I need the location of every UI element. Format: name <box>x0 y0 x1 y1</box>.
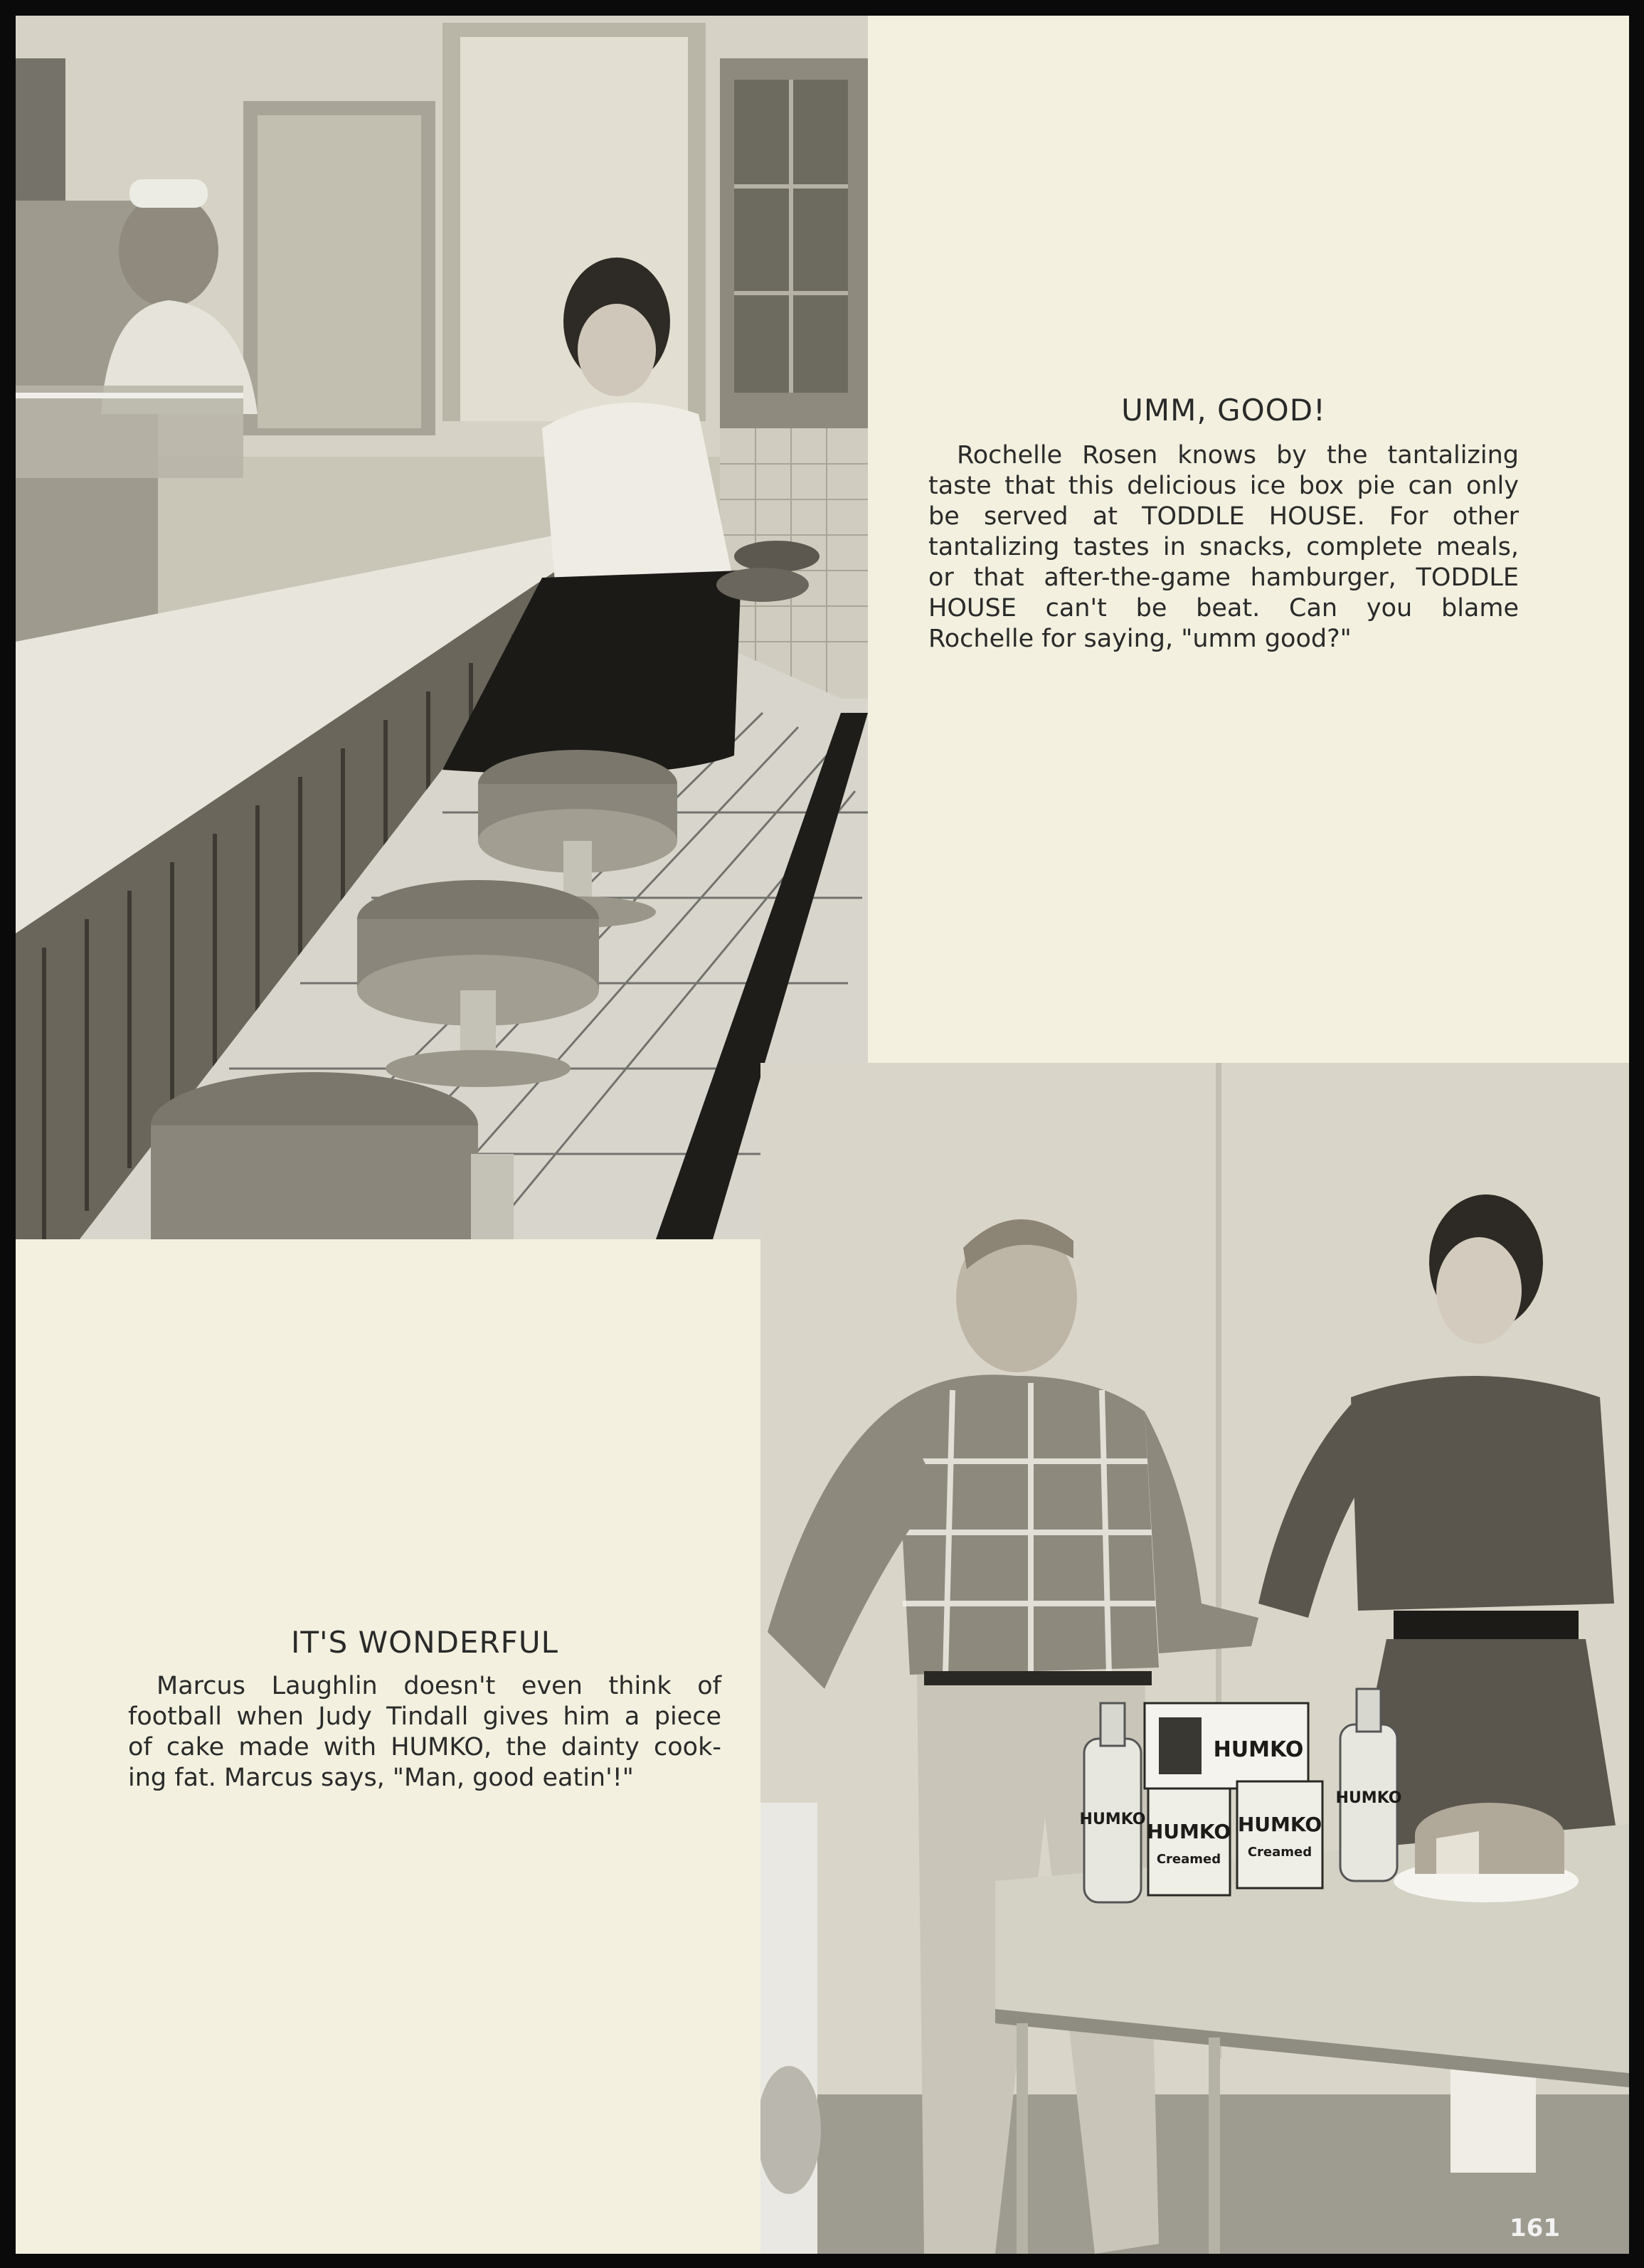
humko-can-label: HUMKO <box>1237 1813 1322 1836</box>
caption-body <box>128 1671 721 1793</box>
caption-heading: IT'S WONDERFUL <box>291 1625 558 1660</box>
humko-kitchen-photo <box>760 1063 1629 2254</box>
humko-can-label: HUMKO <box>1146 1820 1231 1843</box>
caption-line: HOUSE can't be beat. Can you blame <box>928 594 1519 622</box>
caption-line: be served at TODDLE HOUSE. For other <box>928 502 1519 531</box>
caption-line: ing fat. Marcus says, "Man, good eatin'!" <box>128 1764 634 1792</box>
caption-line: Marcus Laughlin doesn't even think of <box>157 1672 721 1700</box>
diner-counter-photo <box>16 16 868 1239</box>
caption-line: tantalizing tastes in snacks, complete meals, <box>928 533 1519 561</box>
humko-can-sublabel: Creamed <box>1247 1845 1312 1860</box>
humko-box-label: HUMKO <box>1213 1737 1304 1762</box>
caption-line: Rochelle for saying, "umm good?" <box>928 625 1352 653</box>
humko-can-sublabel: Creamed <box>1156 1852 1221 1867</box>
toddle-house-caption <box>928 393 1519 655</box>
humko-bottle-label: HUMKO <box>1079 1811 1146 1828</box>
caption-line: taste that this delicious ice box pie can only <box>928 472 1519 500</box>
caption-line: football when Judy Tindall gives him a piece <box>128 1702 721 1731</box>
humko-caption <box>128 1625 721 1793</box>
caption-body <box>928 440 1519 655</box>
caption-line: Rochelle Rosen knows by the tantalizing <box>957 441 1519 470</box>
page-number: 161 <box>1510 2214 1560 2242</box>
humko-bottle-label: HUMKO <box>1335 1789 1402 1807</box>
caption-line: or that after-the-game hamburger, TODDLE <box>928 563 1519 592</box>
yearbook-page <box>16 16 1629 2254</box>
caption-line: of cake made with HUMKO, the dainty cook- <box>128 1733 721 1761</box>
caption-heading: UMM, GOOD! <box>1121 393 1326 428</box>
